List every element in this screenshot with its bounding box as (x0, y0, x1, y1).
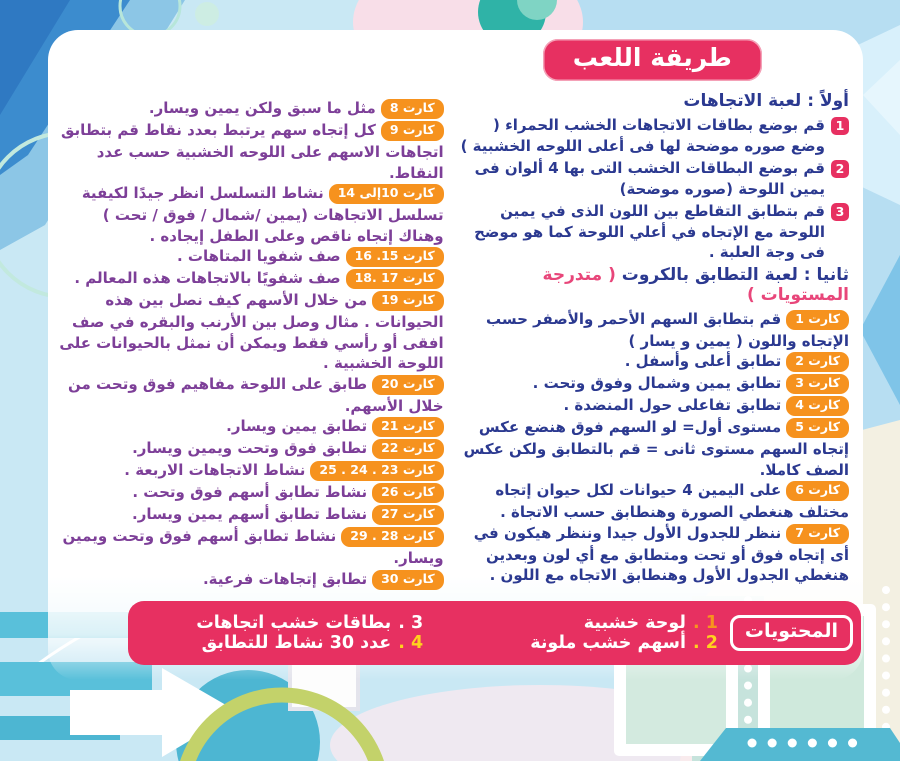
contents-item-number: 2 . (693, 633, 718, 653)
two-column-layout (48, 30, 863, 591)
section-second-title-main: ثانيا : لعبة التطابق بالكروت (621, 264, 849, 285)
mint-dot-icon (195, 2, 219, 26)
contents-item-text: لوحة خشبية (583, 612, 686, 633)
card-text: طابق على اللوحة مفاهيم فوق وتحت من خلال الأسهم. (68, 374, 444, 415)
card-text: قم بتطابق السهم الأحمر والأصفر حسب الإتجاه واللون ( يمين و يسار ) (485, 309, 849, 350)
card-number-badge: كارت 26 (372, 483, 443, 503)
section-first-title: أولاً : لعبة الاتجاهات (683, 91, 849, 111)
card-instruction (58, 416, 444, 438)
card-text: نشاط تطابق أسهم فوق وتحت ويمين ويسار. (62, 527, 444, 567)
card-number-badge: كارت 3 (786, 374, 849, 394)
card-text: نشاط التسلسل انظر جيدًا لكيفية تسلسل الاتجاهات (يمين /شمال / فوق / تحت ) وهناك إتجاه ناقص وعلى الطفل إيجاده . (81, 184, 444, 245)
side-column (58, 36, 444, 591)
step-text: قم بتطابق التقاطع بين اللون الذى في يمين اللوحة مع الإتجاه في أعلي اللوحة كما هو موضح فى وجة العلبة . (474, 202, 825, 261)
card-text: تطابق إتجاهات فرعية. (202, 569, 368, 588)
card-text: تطابق فوق وتحت ويمين ويسار. (132, 439, 368, 457)
card-text: تطابق تفاعلى حول المنضدة . (563, 396, 782, 414)
card-number-badge: كارت 21 (372, 417, 443, 437)
card-number-badge: كارت 6 (786, 481, 849, 501)
section-second-title (456, 265, 849, 305)
card-number-badge: كارت 15. 16 (346, 247, 444, 267)
card-text: تطابق يمين ويسار. (226, 417, 368, 435)
card-instruction (58, 569, 444, 591)
card-instruction (58, 374, 444, 417)
contents-banner (128, 601, 861, 665)
contents-item-text: بطاقات خشب اتجاهات (196, 612, 392, 633)
card-number-badge: كارت 9 (381, 121, 444, 141)
card-instruction (456, 351, 849, 373)
card-instruction (58, 246, 444, 268)
contents-item-number: 4 . (398, 633, 423, 653)
card-instruction (456, 417, 849, 480)
card-number-badge: كارت 19 (372, 291, 443, 311)
card-text: تطابق يمين وشمال وفوق وتحت . (532, 374, 782, 392)
step-number-badge: 2 (831, 160, 849, 178)
contents-item (142, 633, 423, 653)
card-number-badge: كارت 2 (786, 352, 849, 372)
contents-item-number: 3 . (398, 613, 423, 633)
card-number-badge: كارت 1 (786, 310, 849, 330)
card-number-badge: كارت 30 (372, 570, 443, 590)
card-number-badge: كارت 17 .18 (346, 269, 444, 289)
card-text: نشاط تطابق أسهم يمين ويسار. (132, 505, 368, 523)
card-instruction (456, 373, 849, 395)
card-number-badge: كارت 10إلى 14 (329, 184, 444, 204)
contents-item-text: عدد 30 نشاط للتطابق (201, 632, 392, 653)
card-instruction (58, 98, 444, 120)
card-number-badge: كارت 23 . 24 . 25 (310, 461, 443, 481)
card-instruction (58, 120, 444, 183)
contents-item (431, 613, 718, 633)
instruction-step (456, 201, 849, 263)
card-number-badge: كارت 27 (372, 505, 443, 525)
card-instruction (456, 480, 849, 523)
card-number-badge: كارت 20 (372, 375, 443, 395)
contents-item-text: أسهم خشب ملونة (530, 632, 686, 653)
step-text: قم بوضع بطاقات الاتجاهات الخشب الحمراء ( وضع صوره موضحة لها فى أعلى اللوحه الخشبية ) (460, 116, 825, 155)
card-instruction (58, 482, 444, 504)
card-number-badge: كارت 22 (372, 439, 443, 459)
card-instruction (456, 523, 849, 586)
step-number-badge: 1 (831, 117, 849, 135)
section-second-title-note: ( متدرجة المستويات ) (542, 264, 849, 305)
contents-item (431, 633, 718, 653)
card-text: ننظر للجدول الأول جيدا وننظر هيكون في أى إتجاه فوق أو تحت ومتطابق مع أي لون وبعدين هنغطي الجدول الأول وهنطابق الاتجاه مع اللون . (473, 523, 849, 584)
card-number-badge: كارت 7 (786, 524, 849, 544)
card-instruction (58, 268, 444, 290)
page-title: طريقة اللعب (543, 39, 762, 81)
card-text: من خلال الأسهم كيف نصل بين هذه الحيوانات . مثال وصل بين الأرنب والبقره في صف افقى أو رأسي فقط ويمكن أن نمثل بالحيوانات على اللوحة الخشبية . (59, 291, 444, 372)
step-number-badge: 3 (831, 203, 849, 221)
card-text: نشاط تطابق أسهم فوق وتحت . (132, 483, 368, 501)
card-instruction (456, 309, 849, 352)
instruction-step (456, 115, 849, 156)
teal-trapezoid (700, 728, 900, 761)
card-number-badge: كارت 4 (786, 396, 849, 416)
main-column (456, 36, 849, 591)
card-instruction (58, 290, 444, 374)
card-instruction (58, 460, 444, 482)
card-instruction (456, 395, 849, 417)
step-text: قم بوضع البطاقات الخشب التى بها 4 ألوان فى يمين اللوحة (صوره موضحة) (474, 159, 825, 198)
card-text: صف شفويا المتاهات . (176, 247, 341, 265)
card-text: تطابق أعلى وأسفل . (624, 352, 782, 370)
contents-list (142, 613, 718, 653)
card-instruction (58, 183, 444, 246)
card-number-badge: كارت 8 (381, 99, 444, 119)
card-number-badge: كارت 5 (786, 418, 849, 438)
card-instruction (58, 438, 444, 460)
instruction-step (456, 158, 849, 199)
card-number-badge: كارت 28 . 29 (341, 527, 443, 547)
card-text: صف شفويًا بالاتجاهات هذه المعالم . (74, 269, 341, 287)
card-instruction (58, 504, 444, 526)
content-card (48, 30, 863, 680)
card-text: على اليمين 4 حيوانات لكل حيوان إتجاه مختلف هنغطي الصورة وهنطابق حسب الاتجاة . (495, 481, 849, 521)
card-text: مستوى أول= لو السهم فوق هنضع عكس إتجاه السهم مستوى ثانى = قم بالتطابق ولكن عكس الصف كاملا. (463, 418, 849, 479)
contents-item (142, 613, 423, 633)
card-text: مثل ما سبق ولكن يمين ويسار. (148, 99, 376, 117)
card-text: كل إتجاه سهم يرتبط بعدد نقاط قم بتطابق اتجاهات الاسهم على اللوحه الخشبية حسب عدد النقاط. (61, 121, 444, 182)
contents-item-number: 1 . (693, 613, 718, 633)
card-instruction (58, 526, 444, 569)
card-text: نشاط الاتجاهات الاربعة . (124, 461, 306, 479)
contents-label: المحتويات (730, 615, 853, 651)
